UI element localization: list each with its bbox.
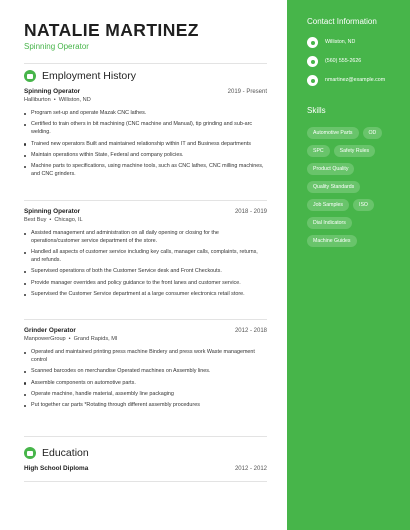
job-bullets — [24, 110, 267, 179]
job-bullet: Supervised operations of both the Customer Service desk and Front Checkouts. — [24, 268, 267, 276]
sidebar — [287, 0, 410, 530]
graduation-cap-icon — [24, 447, 36, 459]
job-employer: Halliburton • Williston, ND — [24, 97, 91, 103]
job-dates: 2012 - 2018 — [234, 328, 267, 334]
job-bullets — [24, 349, 267, 410]
education-entry — [24, 465, 267, 472]
skill-chip: Quality Standards — [307, 181, 360, 193]
job-bullet: Supervised the Customer Service department at a large consumer electronics retail store. — [24, 291, 267, 299]
job-company: Halliburton — [24, 97, 51, 103]
header-divider — [24, 63, 267, 64]
skill-chip: Product Quality — [307, 163, 354, 175]
job-dates: 2019 - Present — [227, 89, 267, 95]
job-bullet: Maintain operations within State, Federal and company policies. — [24, 152, 267, 160]
skill-chip: OD — [363, 127, 383, 139]
job-bullet: Assisted management and administration on all daily opening or closing for the operations/customer service department of the store. — [24, 230, 267, 246]
skill-chip: Job Samples — [307, 199, 349, 211]
email-icon — [307, 75, 318, 86]
candidate-name: NATALIE MARTINEZ — [24, 20, 199, 40]
briefcase-icon — [24, 70, 36, 82]
job-divider — [24, 319, 267, 320]
location-pin-icon — [307, 37, 318, 48]
contact-email-text: nmartinez@example.com — [325, 77, 386, 83]
job-bullet: Trained new operators Built and maintained relationship within IT and Business departments — [24, 141, 267, 149]
education-dates: 2012 - 2012 — [234, 466, 267, 472]
job-title: Spinning Operator — [24, 88, 81, 95]
job-employer: ManpowerGroup • Grand Rapids, MI — [24, 336, 118, 342]
job-bullet: Assemble components on automotive parts. — [24, 380, 267, 388]
job-title: Grinder Operator — [24, 327, 76, 334]
section-divider — [24, 436, 267, 437]
contact-location-text: Williston, ND — [325, 39, 356, 45]
job-bullet: Program set-up and operate Mazak CNC lathes. — [24, 110, 267, 118]
job-bullet: Provide manager overrides and policy guidance to the front lanes and customer service. — [24, 280, 267, 288]
job-bullet: Put together car parts *Rotating through different assembly procedures — [24, 402, 267, 410]
skill-chip: Automotive Parts — [307, 127, 359, 139]
job-location: Williston, ND — [58, 97, 91, 103]
skills-list — [307, 127, 403, 253]
job-bullet: Operated and maintained printing press machine Bindery and press work Waste management control — [24, 349, 267, 365]
education-divider — [24, 481, 267, 482]
employment-heading — [24, 70, 136, 82]
phone-icon — [307, 56, 318, 67]
job-company: Best Buy — [24, 217, 47, 223]
job-bullet: Handled all aspects of customer service including key calls, manager calls, complaints, returns, and refunds. — [24, 249, 267, 265]
contact-title: Contact Information — [307, 17, 377, 26]
contact-location — [307, 37, 410, 48]
job-title: Spinning Operator — [24, 208, 81, 215]
job-dates: 2018 - 2019 — [234, 209, 267, 215]
job-bullet: Operate machine, handle material, assembly line packaging — [24, 391, 267, 399]
job-entry — [24, 88, 267, 183]
job-entry — [24, 208, 267, 303]
job-bullet: Scanned barcodes on merchandise Operated machines on Assembly lines. — [24, 368, 267, 376]
skills-section — [307, 106, 403, 253]
contact-phone — [307, 56, 410, 67]
job-bullets — [24, 230, 267, 299]
job-employer: Best Buy • Chicago, IL — [24, 217, 83, 223]
skill-chip: ISO — [353, 199, 374, 211]
job-divider — [24, 200, 267, 201]
education-title: Education — [42, 447, 89, 459]
skill-chip: SPC — [307, 145, 330, 157]
job-bullet: Machine parts to specifications, using machine tools, such as CNC lathes, CNC milling machines, and CNC grinders. — [24, 163, 267, 179]
skill-chip: Dial Indicators — [307, 217, 352, 229]
skill-chip: Machine Guides — [307, 235, 357, 247]
job-bullet: Certified to train others in bit machining (CNC machine and Manual), tip grinding and sub-arc welding. — [24, 121, 267, 137]
degree-title: High School Diploma — [24, 465, 89, 472]
contact-email — [307, 75, 410, 86]
skills-title: Skills — [307, 106, 326, 115]
skill-chip: Safety Rules — [334, 145, 375, 157]
job-location: Grand Rapids, MI — [73, 336, 118, 342]
education-heading — [24, 447, 89, 459]
job-entry — [24, 327, 267, 414]
employment-title: Employment History — [42, 70, 136, 82]
job-company: ManpowerGroup — [24, 336, 66, 342]
candidate-role: Spinning Operator — [24, 42, 89, 51]
job-location: Chicago, IL — [54, 217, 83, 223]
contact-phone-text: (560) 555-2626 — [325, 58, 362, 64]
